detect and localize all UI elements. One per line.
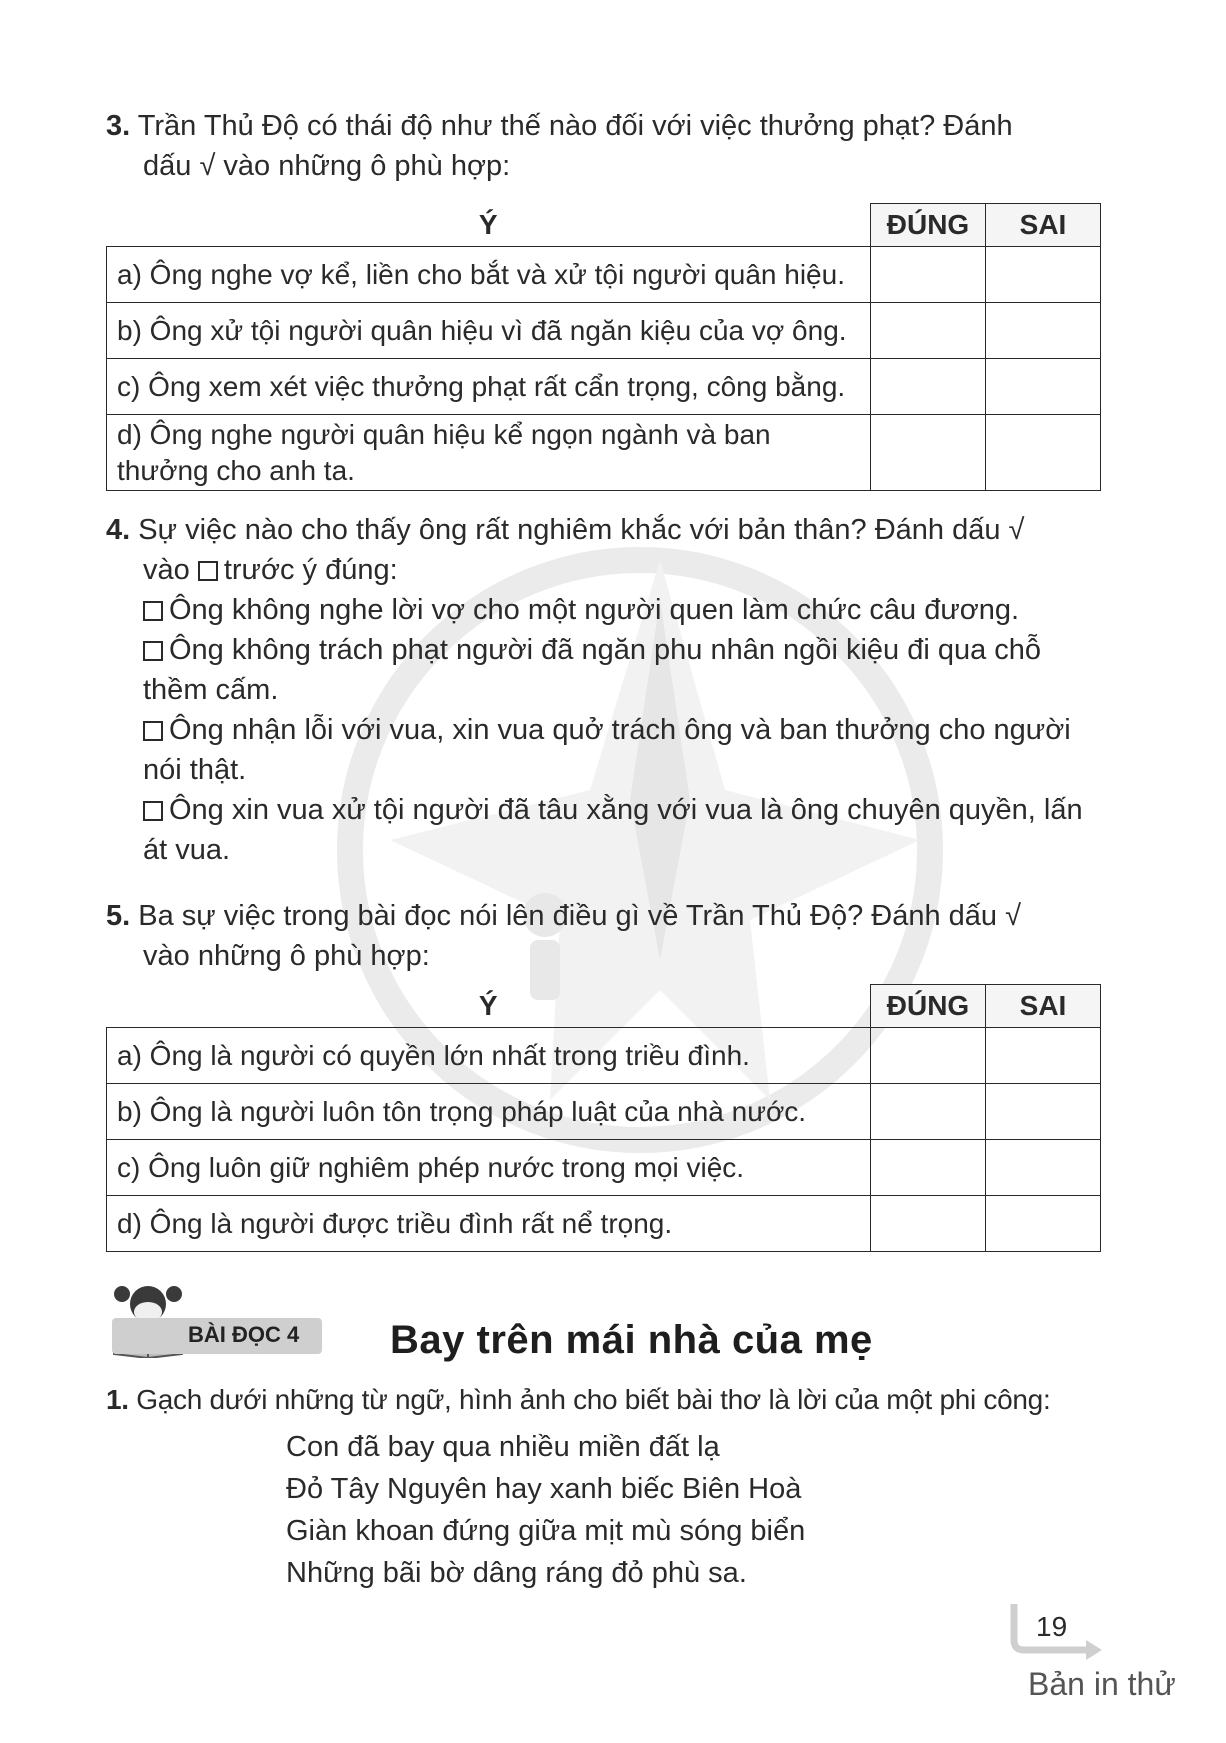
option-checkbox[interactable] [143, 721, 163, 741]
question-number: 4. [106, 514, 131, 546]
option-checkbox[interactable] [143, 601, 163, 621]
header-true: ĐÚNG [871, 204, 986, 247]
poem-line: Con đã bay qua nhiều miền đất lạ [286, 1431, 720, 1463]
row-text: c) Ông xem xét việc thưởng phạt rất cẩn trọng, công bằng. [107, 359, 871, 415]
page-number: 19 [1036, 1611, 1068, 1642]
question-text-pre: vào [143, 554, 190, 586]
row-text: c) Ông luôn giữ nghiêm phép nước trong mọi việc. [107, 1140, 871, 1196]
answer-table-5 [106, 984, 1101, 1252]
false-checkbox-cell[interactable] [986, 1140, 1101, 1196]
row-text: d) Ông nghe người quân hiệu kể ngọn ngành và ban thưởng cho anh ta. [107, 415, 871, 491]
header-idea: Ý [107, 985, 871, 1028]
poem-line: Đỏ Tây Nguyên hay xanh biếc Biên Hoà [286, 1473, 802, 1505]
question-text: Ba sự việc trong bài đọc nói lên điều gì về Trần Thủ Độ? Đánh dấu √ [138, 900, 1022, 932]
header-false: SAI [986, 204, 1101, 247]
checkbox-icon [198, 561, 218, 581]
false-checkbox-cell[interactable] [986, 415, 1101, 491]
option-checkbox[interactable] [143, 641, 163, 661]
question-text: Gạch dưới những từ ngữ, hình ảnh cho biết bài thơ là lời của một phi công: [136, 1384, 1051, 1415]
row-text: d) Ông là người được triều đình rất nể trọng. [107, 1196, 871, 1252]
table-row [107, 1084, 1101, 1140]
true-checkbox-cell[interactable] [871, 1140, 986, 1196]
row-text: b) Ông là người luôn tôn trọng pháp luật của nhà nước. [107, 1084, 871, 1140]
row-text: a) Ông là người có quyền lớn nhất trong triều đình. [107, 1028, 871, 1084]
row-text: a) Ông nghe vợ kể, liền cho bắt và xử tội người quân hiệu. [107, 247, 871, 303]
option-item [106, 630, 1100, 710]
proof-label: Bản in thử [1028, 1666, 1176, 1702]
table-row [107, 1196, 1101, 1252]
header-idea: Ý [107, 204, 871, 247]
table-row [107, 1028, 1101, 1084]
option-item [106, 790, 1100, 870]
table-row [107, 1140, 1101, 1196]
true-checkbox-cell[interactable] [871, 303, 986, 359]
poem-line: Giàn khoan đứng giữa mịt mù sóng biển [286, 1515, 806, 1547]
header-true: ĐÚNG [871, 985, 986, 1028]
option-text: Ông không nghe lời vợ cho một người quen làm chức câu đương. [169, 594, 1020, 626]
question-number: 1. [106, 1384, 129, 1415]
option-item [106, 590, 1100, 630]
question-5 [106, 896, 1100, 976]
false-checkbox-cell[interactable] [986, 359, 1101, 415]
poem [286, 1426, 805, 1594]
true-checkbox-cell[interactable] [871, 1084, 986, 1140]
true-checkbox-cell[interactable] [871, 247, 986, 303]
option-text: Ông nhận lỗi với vua, xin vua quở trách ông và ban thưởng cho người nói thật. [143, 714, 1071, 786]
true-checkbox-cell[interactable] [871, 359, 986, 415]
true-checkbox-cell[interactable] [871, 1028, 986, 1084]
true-checkbox-cell[interactable] [871, 415, 986, 491]
question-text-line2: dấu √ vào những ô phù hợp: [143, 150, 511, 182]
question-text-line2: vào những ô phù hợp: [143, 940, 430, 972]
table-row [107, 415, 1101, 491]
table-row [107, 359, 1101, 415]
header-false: SAI [986, 985, 1101, 1028]
true-checkbox-cell[interactable] [871, 1196, 986, 1252]
table-row [107, 247, 1101, 303]
question-4 [106, 510, 1100, 870]
option-text: Ông xin vua xử tội người đã tâu xằng với vua là ông chuyên quyền, lấn át vua. [143, 794, 1083, 866]
question-3 [106, 106, 1100, 186]
lesson-title: Bay trên mái nhà của mẹ [390, 1318, 873, 1362]
question-text-post: trước ý đúng: [223, 554, 398, 586]
question-number: 3. [106, 110, 131, 142]
answer-table-3 [106, 203, 1101, 491]
false-checkbox-cell[interactable] [986, 1196, 1101, 1252]
false-checkbox-cell[interactable] [986, 303, 1101, 359]
question-number: 5. [106, 900, 131, 932]
option-item [106, 710, 1100, 790]
poem-line: Những bãi bờ dâng ráng đỏ phù sa. [286, 1557, 747, 1589]
option-checkbox[interactable] [143, 801, 163, 821]
question-text: Sự việc nào cho thấy ông rất nghiêm khắc với bản thân? Đánh dấu √ [138, 514, 1025, 546]
option-text: Ông không trách phạt người đã ngăn phu nhân ngồi kiệu đi qua chỗ thềm cấm. [143, 634, 1042, 706]
question-text: Trần Thủ Độ có thái độ như thế nào đối với việc thưởng phạt? Đánh [137, 110, 1013, 142]
lesson-question-1 [106, 1380, 1100, 1420]
row-text: b) Ông xử tội người quân hiệu vì đã ngăn kiệu của vợ ông. [107, 303, 871, 359]
lesson-tag: BÀI ĐỌC 4 [188, 1322, 300, 1347]
false-checkbox-cell[interactable] [986, 1084, 1101, 1140]
false-checkbox-cell[interactable] [986, 247, 1101, 303]
table-row [107, 303, 1101, 359]
false-checkbox-cell[interactable] [986, 1028, 1101, 1084]
